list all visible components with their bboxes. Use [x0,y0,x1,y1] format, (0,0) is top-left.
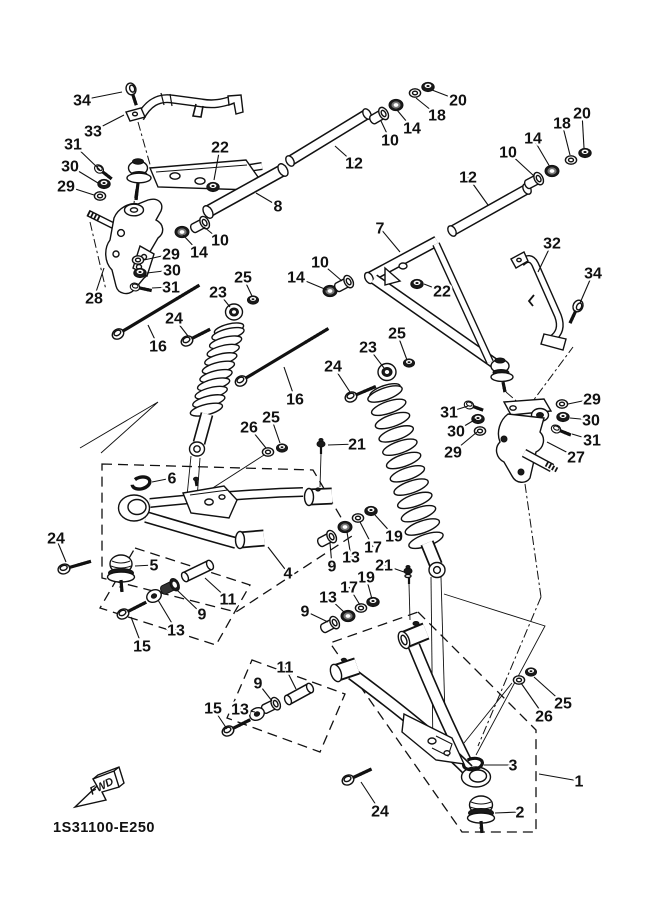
callout-label: 27 [567,449,585,467]
callout-label: 18 [553,115,571,133]
hardware-mid-left [175,215,211,238]
callout-label: 6 [167,470,177,488]
callout-label: 17 [340,579,358,597]
callout-label: 24 [165,310,183,328]
knuckle-left-28 [88,199,163,293]
callout-label: 21 [348,436,366,454]
callout-label: 28 [85,290,103,308]
callout-label: 23 [209,284,227,302]
ball-joint-2 [468,796,495,833]
pivot-tube-12-right [446,182,533,237]
callout-label: 23 [359,339,377,357]
assembly-lines [80,402,545,756]
callout-label: 30 [582,412,600,430]
lower-arm-right-1 [328,622,490,788]
grease-fitting-21-left [317,439,325,488]
callout-label: 29 [444,444,462,462]
callout-label: 14 [190,244,208,262]
drawing-code: 1S31100-E250 [53,820,155,836]
callout-label: 29 [57,178,75,196]
callout-label: 13 [342,549,360,567]
callout-label: 19 [385,528,403,546]
bolt-34-right [566,299,585,326]
lower-arm-left-4 [119,477,333,548]
bolt-24-upper-left [179,325,212,348]
callout-label: 9 [300,603,310,621]
callout-label: 1 [574,773,584,791]
knuckle-right-27 [497,399,557,482]
callout-label: 29 [162,246,180,264]
callout-label: 24 [324,358,342,376]
callout-label: 16 [149,338,167,356]
guard-pipe-32 [511,252,566,350]
callout-label: 31 [440,404,458,422]
ball-joint-5 [108,555,135,592]
callout-label: 13 [231,701,249,719]
fwd-arrow [75,767,124,807]
callout-label: 31 [162,279,180,297]
callout-label: 13 [319,589,337,607]
callout-label: 10 [381,132,399,150]
callout-leader [539,774,579,781]
callout-label: 22 [211,139,229,157]
callout-label: 10 [211,232,229,250]
callout-label: 12 [459,169,477,187]
callout-label: 25 [388,325,406,343]
callout-label: 9 [327,558,337,576]
callout-label: 10 [499,144,517,162]
bolt-24-lower-left [57,557,92,576]
callout-label: 30 [163,262,181,280]
callout-label: 24 [47,530,65,548]
callout-label: 31 [583,432,601,450]
callout-label: 9 [197,606,207,624]
callout-label: 14 [287,269,305,287]
callout-label: 15 [133,638,151,656]
callout-label: 17 [364,539,382,557]
callout-label: 30 [447,423,465,441]
nut-25-shock-left [247,296,258,304]
callout-label: 11 [276,659,294,677]
callout-label: 10 [311,254,329,272]
callout-label: 21 [375,557,393,575]
callout-label: 30 [61,158,79,176]
callout-label: 14 [524,130,542,148]
callout-label: 12 [345,155,363,173]
callout-label: 13 [167,622,185,640]
callout-label: 34 [73,92,91,110]
callout-label: 31 [64,136,82,154]
callout-label: 25 [234,269,252,287]
callout-label: 18 [428,107,446,125]
callout-label: 5 [149,557,159,575]
hardware-row-right [522,148,591,191]
nut-washer-25-26-left [262,444,287,456]
knuckle-right-hardware-right [550,400,572,439]
nut-25-shock-right [403,359,414,367]
callout-label: 20 [573,105,591,123]
callout-label: 14 [403,120,421,138]
callout-label: 26 [240,419,258,437]
callout-label: 11 [219,591,237,609]
callout-label: 7 [375,220,385,238]
callout-label: 4 [283,565,293,583]
callout-label: 8 [273,198,283,216]
nut-washer-25-26-right [513,668,536,684]
hardware-mid-right [323,274,355,297]
grease-fitting-21-right [404,566,412,621]
callout-label: 22 [433,283,451,301]
pivot-bolt-16-right [233,324,331,388]
knuckle-right-hardware-left [463,400,485,435]
callout-label: 2 [515,804,525,822]
callout-label: 29 [583,391,601,409]
callout-label: 19 [357,569,375,587]
callout-label: 20 [449,92,467,110]
callout-label: 9 [253,675,263,693]
callout-label: 3 [508,757,518,775]
seal-ring-6 [131,475,151,491]
bolt-34-left [125,82,141,107]
guard-pipe-left [140,93,243,118]
callout-label: 15 [204,700,222,718]
callout-label: 24 [371,803,389,821]
bolt-24-lower-right [341,765,374,787]
fwd-label: FWD [87,775,116,798]
nut-22-left [207,182,219,191]
nut-22-right [411,279,423,288]
callout-label: 32 [543,235,561,253]
callout-label: 33 [84,123,102,141]
callout-label: 26 [535,708,553,726]
callout-label: 25 [262,409,280,427]
callout-label: 16 [286,391,304,409]
callout-label: 34 [584,265,602,283]
callout-label: 25 [554,695,572,713]
